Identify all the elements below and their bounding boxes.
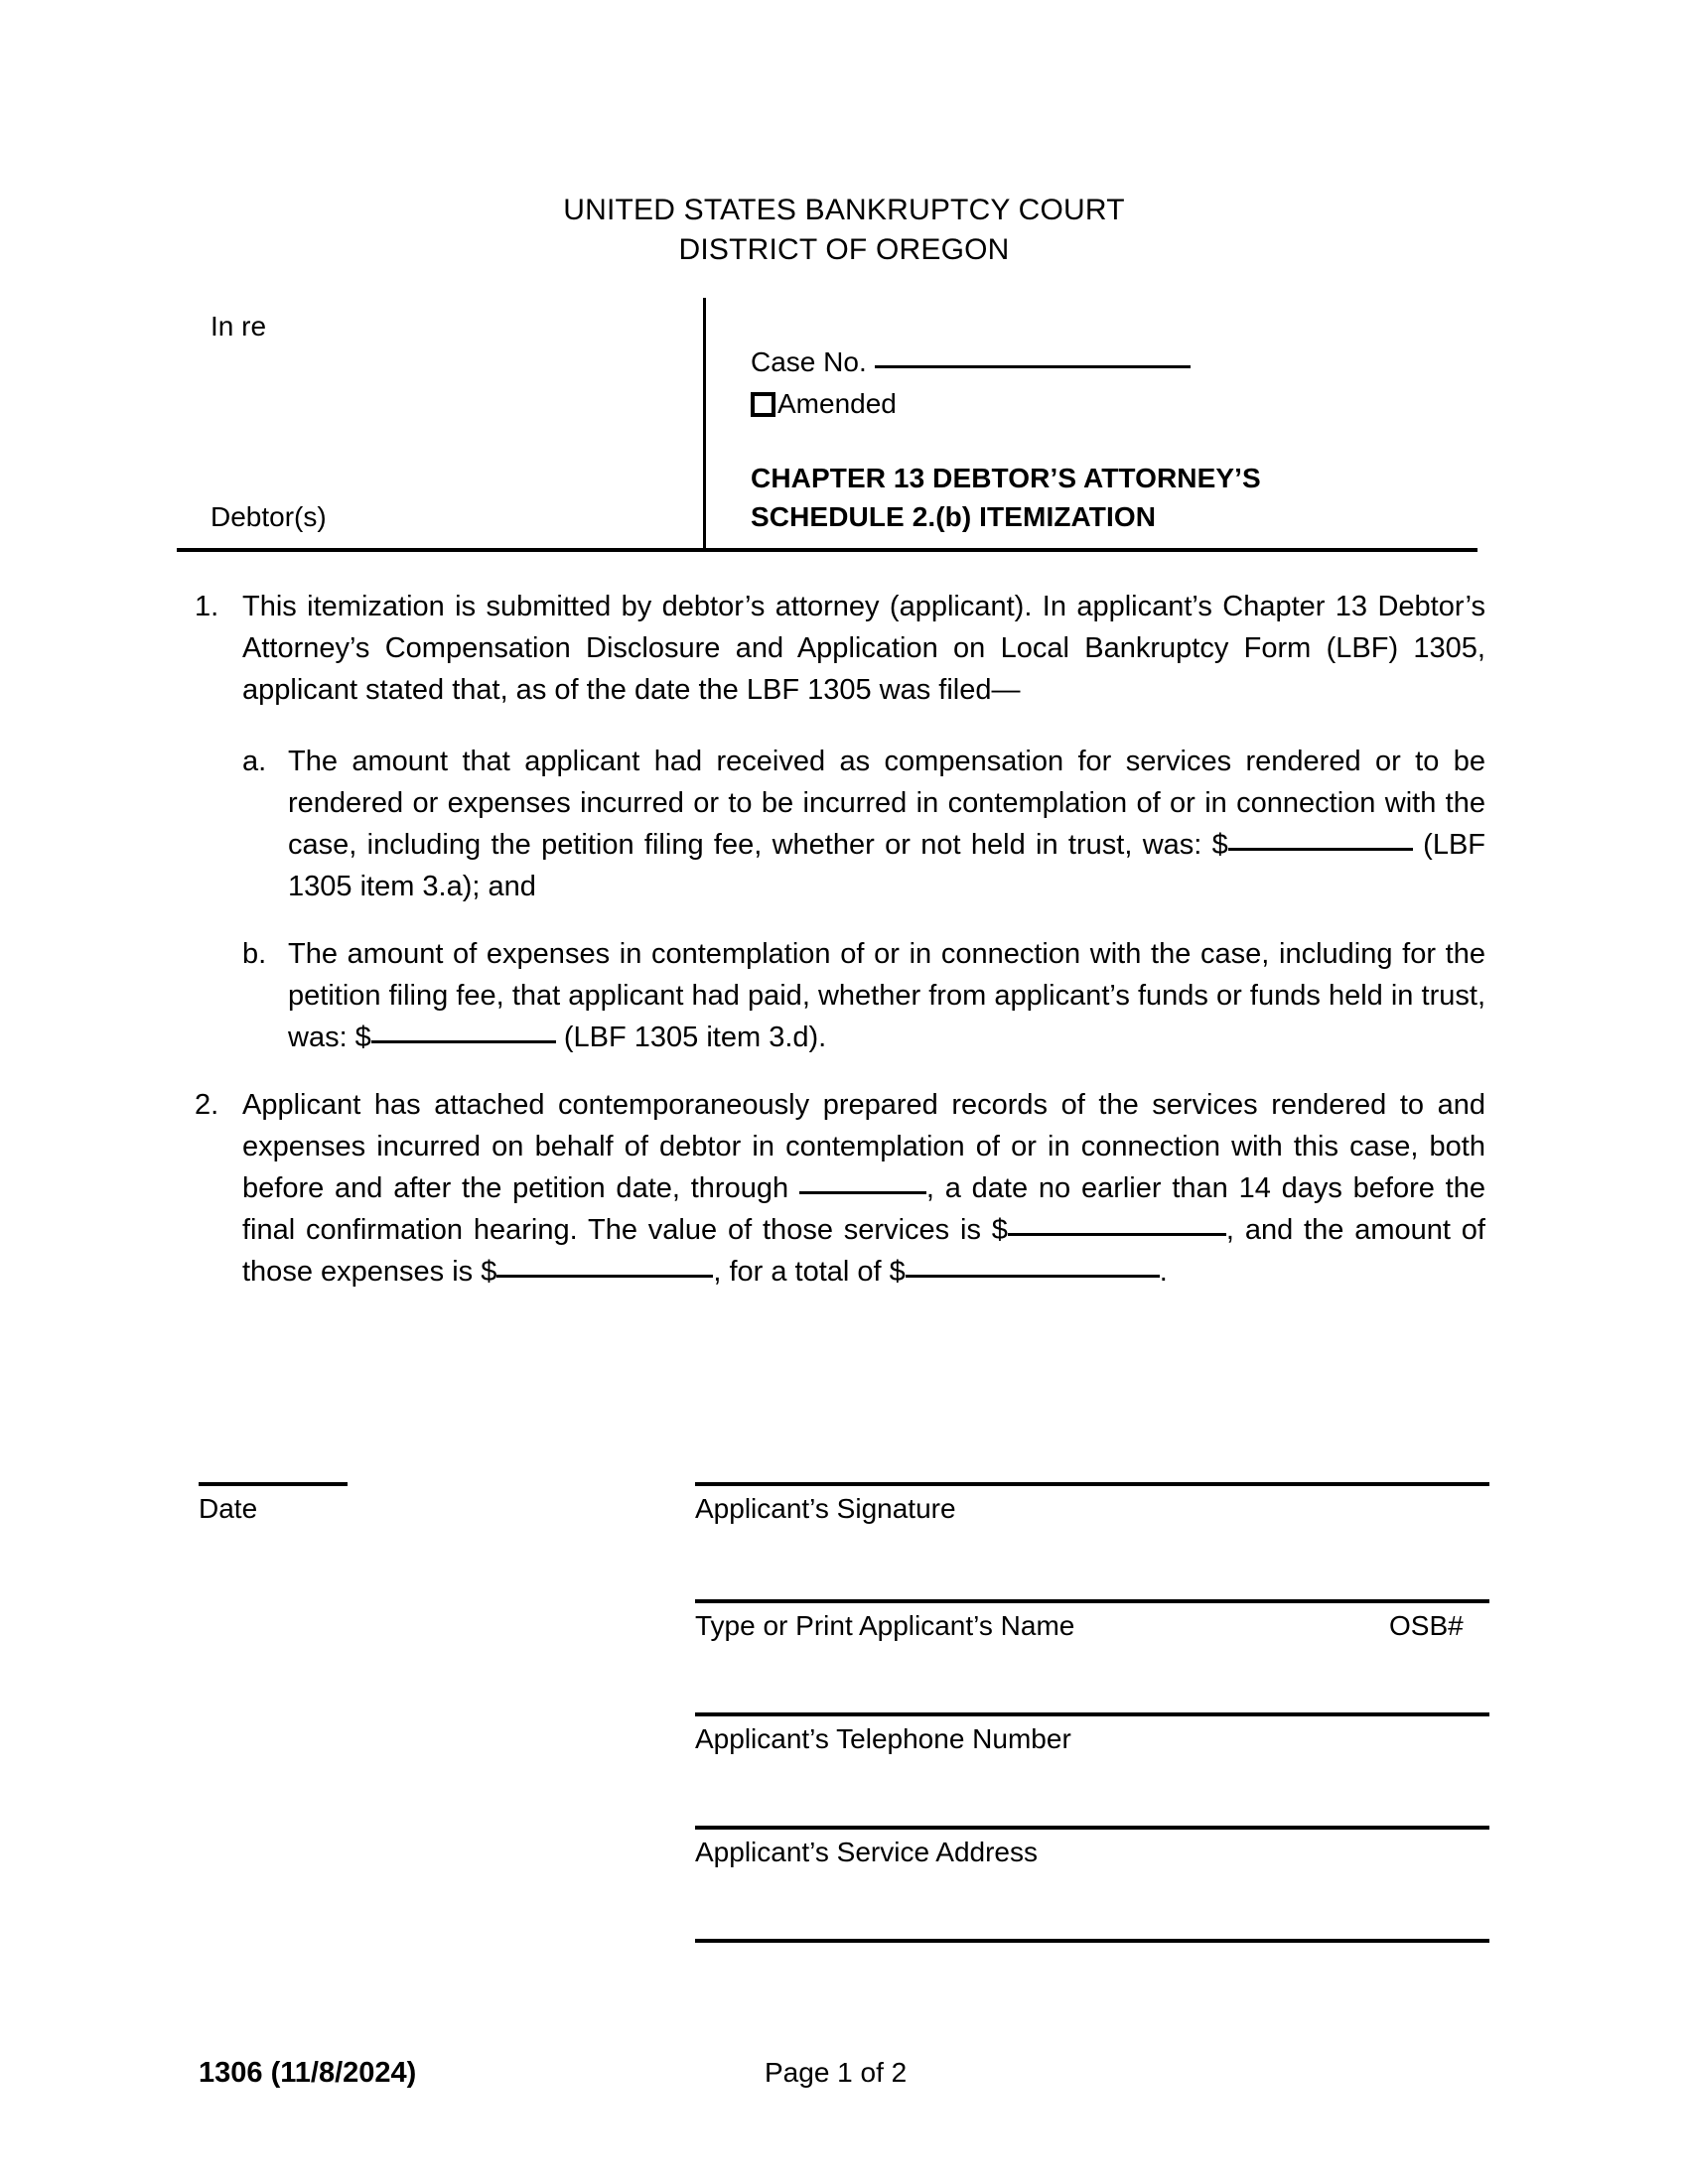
court-district-line: DISTRICT OF OREGON: [678, 233, 1010, 266]
case-number-label: Case No.: [751, 346, 867, 377]
caption-bottom-rule: [177, 548, 1477, 552]
case-number-row: [751, 345, 1191, 379]
item-a-text: [288, 741, 1485, 907]
item-2-segment-5: .: [1159, 1256, 1168, 1288]
date-line[interactable]: [199, 1482, 348, 1486]
applicant-telephone-label: Applicant’s Telephone Number: [695, 1723, 1071, 1754]
numbered-item-1: [195, 586, 1485, 711]
item-a-text-before-blank: The amount that applicant had received as compensation for services rendered or to be rendered or expenses incurred or to be incurred in contemplation of or in connection with the case, including the petition filing fee, whether or not held in trust, was: $: [288, 746, 1485, 861]
item-2-number: 2.: [195, 1089, 219, 1121]
applicant-name-label: Type or Print Applicant’s Name: [695, 1610, 1075, 1641]
applicant-signature-label: Applicant’s Signature: [695, 1493, 956, 1524]
lettered-item-a: [242, 741, 1485, 907]
caption-block: [177, 298, 1477, 554]
caption-vertical-divider: [703, 298, 706, 548]
item-b-text: [288, 933, 1485, 1058]
in-re-label: In re: [211, 311, 267, 341]
item-b-amount-blank[interactable]: [371, 1040, 556, 1043]
applicant-service-address-line[interactable]: [695, 1826, 1489, 1830]
applicant-telephone-line[interactable]: [695, 1712, 1489, 1716]
item-a-text-after-blank: (LBF 1305 item 3.a); and: [288, 829, 1485, 902]
item-1-number: 1.: [195, 591, 219, 622]
lettered-item-b: [242, 933, 1485, 1058]
page-number: Page 1 of 2: [765, 2057, 908, 2088]
item-b-text-after-blank: (LBF 1305 item 3.d).: [563, 1022, 827, 1053]
applicant-name-line[interactable]: [695, 1599, 1489, 1603]
item-1-text: This itemization is submitted by debtor’s attorney (applicant). In applicant’s Chapter 13 Debtor’s Attorney’s Compensation Disclosure and Application on Local Bankruptcy Form (LBF) 1305, applicant stated that, as of the date the LBF 1305 was filed—: [242, 591, 1485, 706]
numbered-item-2: [195, 1084, 1485, 1293]
applicant-service-address-label: Applicant’s Service Address: [695, 1837, 1038, 1867]
court-name-line: UNITED STATES BANKRUPTCY COURT: [563, 194, 1125, 226]
date-label: Date: [199, 1493, 258, 1524]
applicant-signature-line[interactable]: [695, 1482, 1489, 1486]
document-title: [751, 459, 1261, 536]
amended-label: Amended: [777, 388, 897, 419]
item-2-services-value-blank[interactable]: [1008, 1233, 1226, 1236]
item-2-expenses-value-blank[interactable]: [496, 1275, 713, 1278]
item-2-segment-1: Applicant has attached contemporaneously prepared records of the services rendered to and expenses incurred on behalf of debtor in contemplation of or in connection with this case, both before and after the petition date, through: [242, 1089, 1485, 1204]
signature-block: [0, 1444, 1688, 1980]
item-2-segment-4: , for a total of $: [713, 1256, 906, 1288]
osb-number-label: OSB#: [1389, 1610, 1464, 1641]
page-footer: [0, 2057, 1688, 2107]
item-b-text-before-blank: The amount of expenses in contemplation of or in connection with the case, including for the petition filing fee, that applicant had paid, whether from applicant’s funds or funds held in trust, was: $: [288, 938, 1485, 1053]
item-2-segment-3: , and the amount of those expenses is $: [242, 1214, 1485, 1288]
amended-checkbox[interactable]: [751, 392, 775, 417]
item-a-letter: a.: [242, 746, 267, 777]
item-b-letter: b.: [242, 938, 267, 970]
item-a-amount-blank[interactable]: [1228, 848, 1413, 851]
body-content: [195, 586, 1485, 1318]
applicant-service-address-line-2[interactable]: [695, 1939, 1489, 1943]
case-number-input-rule[interactable]: [875, 365, 1191, 368]
amended-row[interactable]: [751, 387, 897, 421]
item-2-total-blank[interactable]: [906, 1275, 1160, 1278]
item-2-date-blank[interactable]: [799, 1191, 926, 1194]
document-title-line1: CHAPTER 13 DEBTOR’S ATTORNEY’S: [751, 463, 1261, 493]
item-2-text: [242, 1084, 1485, 1293]
debtors-label: Debtor(s): [211, 501, 327, 532]
item-1-sublist: [242, 741, 1485, 1058]
court-header: [0, 191, 1688, 270]
form-number: 1306 (11/8/2024): [199, 2057, 417, 2089]
document-title-line2: SCHEDULE 2.(b) ITEMIZATION: [751, 501, 1157, 532]
item-2-segment-2: , a date no earlier than 14 days before the final confirmation hearing. The value of those services is $: [242, 1172, 1485, 1246]
